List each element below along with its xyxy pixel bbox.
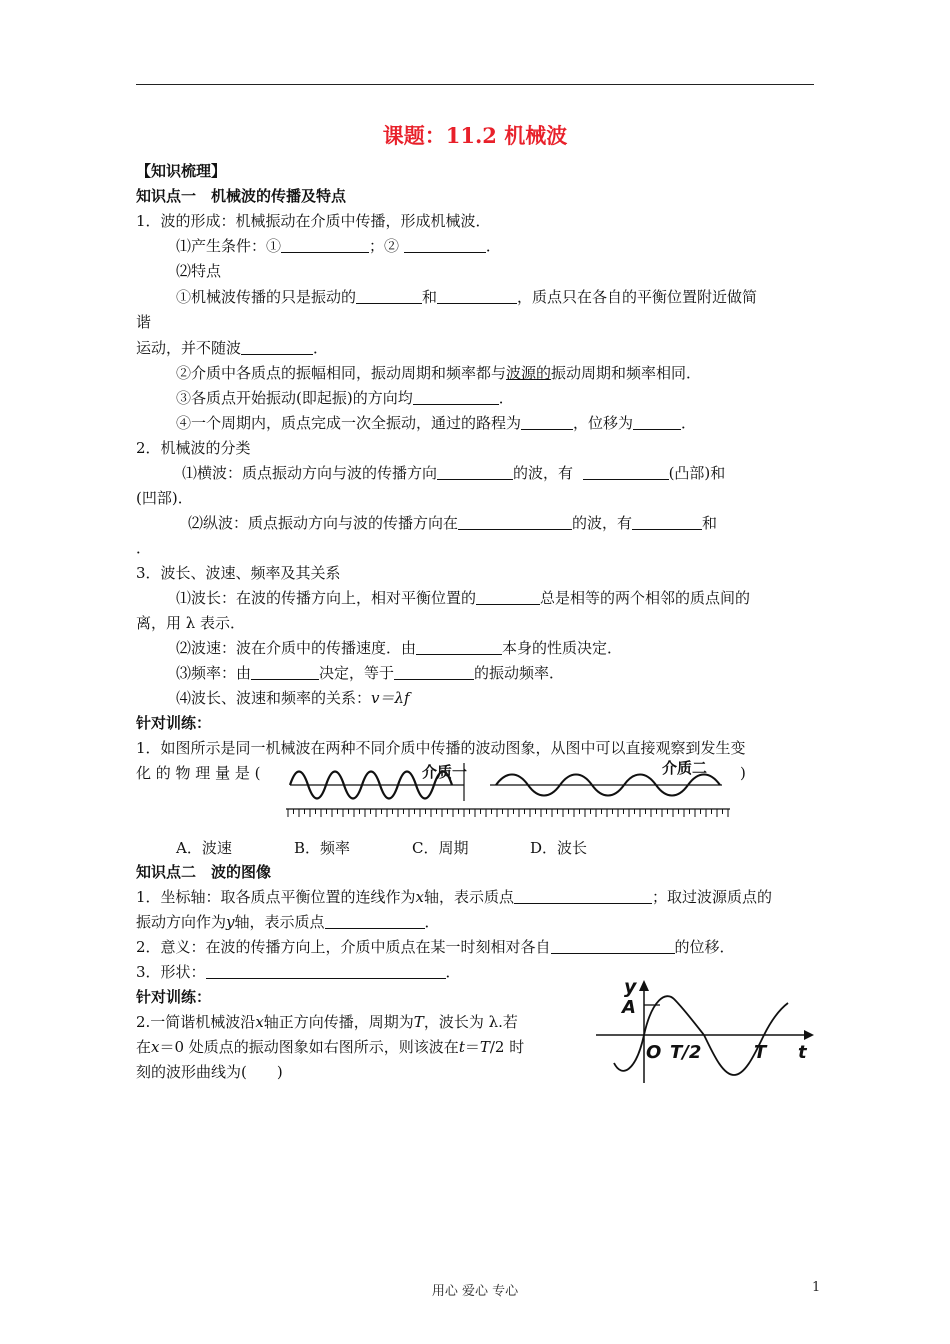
- wave-two-media-figure: [280, 755, 740, 825]
- option-b[interactable]: B．频率: [294, 839, 351, 857]
- formula: v＝λf: [371, 689, 410, 707]
- kp1-line-11: ⑴横波：质点振动方向与波的传播方向 的波，有 (凸部)和: [182, 464, 726, 482]
- medium-1-label: 介质一: [422, 763, 468, 781]
- graph-label-t-half: T/2: [670, 1042, 702, 1063]
- kp1-line-12: (凹部)．: [136, 489, 193, 507]
- kp1-line-14: ．: [136, 539, 152, 557]
- graph-label-t-period: T: [754, 1042, 767, 1063]
- drill2-question-line-1: 2.一简谐机械波沿x轴正方向传播，周期为T，波长为 λ.若: [136, 1013, 518, 1031]
- blank-propagates-1[interactable]: [356, 288, 422, 304]
- medium-2-label: 介质二: [662, 759, 708, 777]
- kp2-line-1: 1．坐标轴：取各质点平衡位置的连线作为x轴，表示质点 ；取过波源质点的: [136, 888, 773, 906]
- footer-slogan: 用心 爱心 专心: [431, 1284, 519, 1299]
- blank-start-direction[interactable]: [413, 389, 499, 405]
- kp1-line-3: ⑵特点: [176, 262, 222, 280]
- blank-wave-speed[interactable]: [416, 639, 502, 655]
- option-a[interactable]: A．波速: [176, 839, 232, 857]
- blank-migrate[interactable]: [241, 339, 313, 355]
- blank-path[interactable]: [521, 414, 573, 430]
- blank-wavelength[interactable]: [476, 589, 540, 605]
- blank-shape[interactable]: [206, 963, 446, 979]
- t-axis-arrow: [804, 1030, 814, 1040]
- drill2-heading: 针对训练：: [136, 988, 212, 1006]
- blank-frequency-1[interactable]: [251, 664, 319, 680]
- kp2-heading: 知识点二 波的图像: [136, 863, 272, 881]
- kp1-heading: 知识点一 机械波的传播及特点: [136, 187, 347, 205]
- page-title: 课题：11.2 机械波: [382, 123, 568, 148]
- blank-propagates-2[interactable]: [437, 288, 517, 304]
- kp1-line-18: ⑵波速：波在介质中的传播速度．由 本身的性质决定．: [176, 639, 623, 657]
- vibration-graph: [592, 975, 822, 1090]
- blank-frequency-2[interactable]: [394, 664, 474, 680]
- kp1-line-1: 1．波的形成：机械振动在介质中传播，形成机械波．: [136, 212, 491, 230]
- blank-axis-y[interactable]: [325, 913, 425, 929]
- kp1-line-13: ⑵纵波：质点振动方向与波的传播方向在 的波，有 和: [188, 514, 718, 532]
- kp1-line-8: ③各质点开始振动(即起振)的方向均 ．: [176, 389, 514, 407]
- blank-crest[interactable]: [583, 464, 669, 480]
- kp1-line-20: ⑷波长、波速和频率的关系：v＝λf: [176, 689, 410, 707]
- blank-longitudinal[interactable]: [458, 514, 572, 530]
- blank-condition-1[interactable]: [281, 237, 369, 253]
- blank-condition-2[interactable]: [404, 237, 486, 253]
- page-number: 1: [812, 1280, 821, 1295]
- kp1-line-16: ⑴波长：在波的传播方向上，相对平衡位置的 总是相等的两个相邻的质点间的: [176, 589, 751, 607]
- kp1-line-15: 3．波长、波速、频率及其关系: [136, 564, 341, 582]
- kp1-line-5: 谐: [136, 313, 152, 331]
- kp1-line-19: ⑶频率：由 决定，等于 的振动频率．: [176, 664, 565, 682]
- kp2-line-3: 2．意义：在波的传播方向上，介质中质点在某一时刻相对各自 的位移．: [136, 938, 735, 956]
- drill2-question-line-3: 刻的波形曲线为( ): [136, 1063, 283, 1081]
- y-axis-arrow: [639, 980, 649, 991]
- graph-label-y: y: [624, 976, 637, 998]
- blank-displacement[interactable]: [633, 414, 681, 430]
- ruler-ticks: [288, 809, 728, 817]
- kp1-line-17: 离，用 λ 表示．: [136, 614, 246, 632]
- kp1-line-4: ①机械波传播的只是振动的 和 ，质点只在各自的平衡位置附近做简: [176, 288, 758, 306]
- section-header: 【知识梳理】: [136, 162, 227, 180]
- graph-label-t-axis: t: [798, 1042, 807, 1063]
- drill1-heading: 针对训练：: [136, 714, 212, 732]
- graph-label-a: A: [622, 997, 636, 1018]
- option-c[interactable]: C．周期: [412, 839, 469, 857]
- kp1-line-2: ⑴产生条件：① ；② ．: [176, 237, 501, 255]
- graph-label-o: O: [646, 1042, 662, 1063]
- kp1-line-7: ②介质中各质点的振幅相同，振动周期和频率都与波源的振动周期和频率相同．: [176, 364, 702, 382]
- drill1-question-line-1: 1．如图所示是同一机械波在两种不同介质中传播的波动图象，从图中可以直接观察到发生变: [136, 739, 746, 757]
- drill2-question-line-2: 在x＝0 处质点的振动图象如右图所示，则该波在t＝T/2 时: [136, 1038, 525, 1056]
- blank-transverse[interactable]: [437, 464, 513, 480]
- kp1-line-6: 运动，并不随波 ．: [136, 339, 329, 357]
- header-rule: [136, 84, 814, 85]
- kp2-line-2: 振动方向作为y轴，表示质点 ．: [136, 913, 440, 931]
- drill1-question-line-2: 化 的 物 理 量 是 (: [136, 764, 261, 782]
- blank-meaning[interactable]: [551, 938, 675, 954]
- drill1-paren-close: ): [740, 764, 746, 782]
- kp2-line-4: 3．形状： ．: [136, 963, 461, 981]
- blank-axis-x[interactable]: [514, 888, 652, 904]
- kp1-line-9: ④一个周期内，质点完成一次全振动，通过的路程为 ，位移为 ．: [176, 414, 697, 432]
- blank-compression[interactable]: [632, 514, 702, 530]
- kp1-line-10: 2．机械波的分类: [136, 439, 251, 457]
- option-d[interactable]: D．波长: [530, 839, 588, 857]
